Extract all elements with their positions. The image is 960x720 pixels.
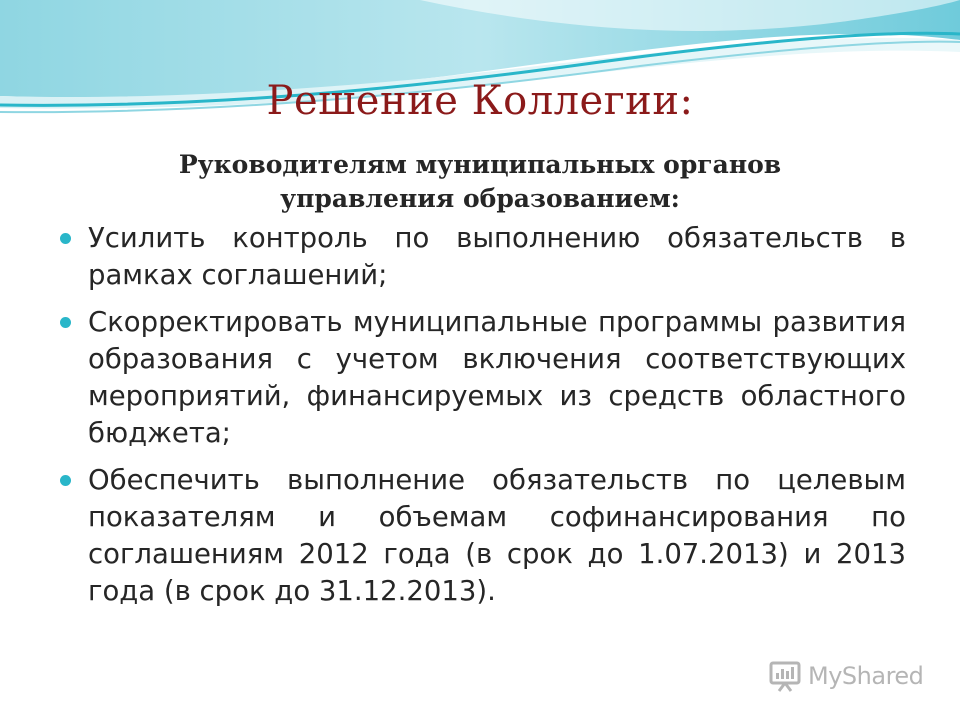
bullet-list [56,220,906,620]
bullet-text: Скорректировать муниципальные программы развития образования с учетом включения соответствующих мероприятий, финансируемых из средств областного бюджета; [88,306,906,449]
watermark-text: MyShared [808,662,924,690]
bullet-dot-icon [60,475,71,486]
bullet-item [56,462,906,610]
bullet-dot-icon [60,317,71,328]
bullet-item [56,304,906,452]
slide-title: Решение Коллегии: [266,78,694,124]
myshared-watermark[interactable] [768,656,923,696]
presentation-board-icon [768,659,802,693]
bullet-item [56,220,906,294]
slide-subtitle: Руководителям муниципальных органов управления образованием: [178,150,782,213]
bullet-text: Обеспечить выполнение обязательств по целевым показателям и объемам софинансирования по соглашениям 2012 года (в срок до 1.07.2013) и 2013 года (в срок до 31.12.2013). [88,464,906,607]
bullet-dot-icon [60,233,71,244]
bullet-text: Усилить контроль по выполнению обязательств в рамках соглашений; [88,222,906,291]
